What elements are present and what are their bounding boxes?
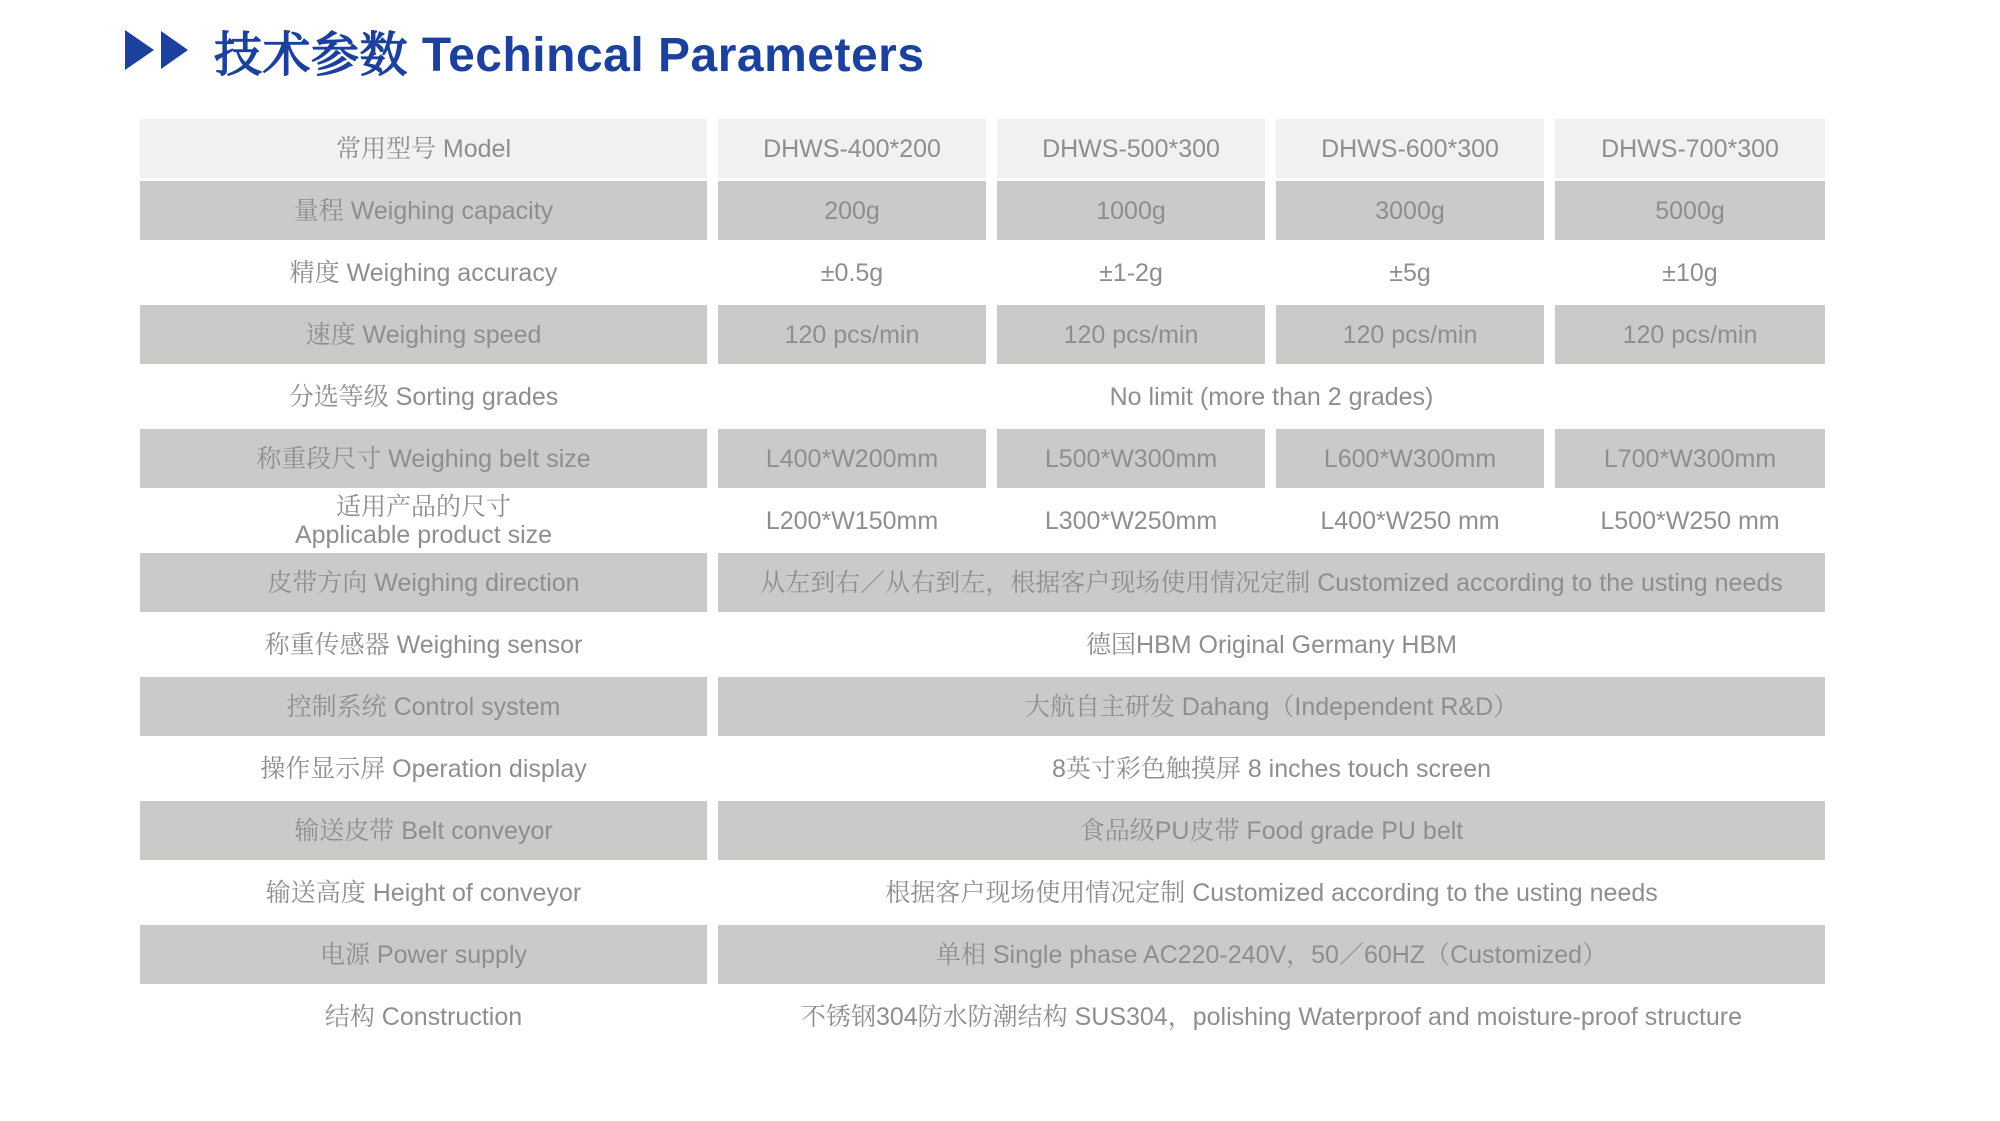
page-title-text: 技术参数 Techincal Parameters: [214, 28, 925, 82]
span-value-cell: 单相 Single phase AC220-240V，50／60HZ（Customized）: [718, 925, 1825, 984]
value-cell: L300*W250mm: [997, 491, 1265, 550]
page-title: [125, 14, 925, 86]
value-cell: 3000g: [1276, 181, 1544, 240]
value-cell: L600*W300mm: [1276, 429, 1544, 488]
span-value-cell: No limit (more than 2 grades): [718, 367, 1825, 426]
row-label-cell: 精度 Weighing accuracy: [140, 243, 707, 302]
span-value-cell: 德国HBM Original Germany HBM: [718, 615, 1825, 674]
row-label-cell: 操作显示屏 Operation display: [140, 739, 707, 798]
row-label-cell: 称重传感器 Weighing sensor: [140, 615, 707, 674]
row-label-cell: 分选等级 Sorting grades: [140, 367, 707, 426]
model-header-cell: DHWS-600*300: [1276, 119, 1544, 178]
span-value-cell: 大航自主研发 Dahang（Independent R&D）: [718, 677, 1825, 736]
row-label-cell: 电源 Power supply: [140, 925, 707, 984]
value-cell: 5000g: [1555, 181, 1825, 240]
right-arrow-icon: [161, 31, 188, 69]
right-arrow-icon: [125, 30, 154, 70]
value-cell: L700*W300mm: [1555, 429, 1825, 488]
value-cell: ±1-2g: [997, 243, 1265, 302]
span-value-cell: 不锈钢304防水防潮结构 SUS304，polishing Waterproof and moisture-proof structure: [718, 987, 1825, 1046]
value-cell: L400*W200mm: [718, 429, 986, 488]
span-value-cell: 根据客户现场使用情况定制 Customized according to the usting needs: [718, 863, 1825, 922]
value-cell: L400*W250 mm: [1276, 491, 1544, 550]
model-header-cell: DHWS-400*200: [718, 119, 986, 178]
value-cell: 120 pcs/min: [1276, 305, 1544, 364]
value-cell: 200g: [718, 181, 986, 240]
row-label-cell: 结构 Construction: [140, 987, 707, 1046]
value-cell: 120 pcs/min: [1555, 305, 1825, 364]
model-header-cell: DHWS-700*300: [1555, 119, 1825, 178]
value-cell: ±5g: [1276, 243, 1544, 302]
value-cell: L500*W250 mm: [1555, 491, 1825, 550]
span-value-cell: 食品级PU皮带 Food grade PU belt: [718, 801, 1825, 860]
row-label-cell: 称重段尺寸 Weighing belt size: [140, 429, 707, 488]
row-label-cell: 皮带方向 Weighing direction: [140, 553, 707, 612]
span-value-cell: 8英寸彩色触摸屏 8 inches touch screen: [718, 739, 1825, 798]
value-cell: 120 pcs/min: [997, 305, 1265, 364]
header-label-cell: 常用型号 Model: [140, 119, 707, 178]
row-label-cell: 速度 Weighing speed: [140, 305, 707, 364]
technical-parameters-table: [140, 119, 1825, 1046]
row-label-cell: 控制系统 Control system: [140, 677, 707, 736]
value-cell: ±10g: [1555, 243, 1825, 302]
value-cell: 120 pcs/min: [718, 305, 986, 364]
row-label-cell: 输送高度 Height of conveyor: [140, 863, 707, 922]
value-cell: 1000g: [997, 181, 1265, 240]
row-label-cell: 适用产品的尺寸 Applicable product size: [140, 491, 707, 550]
value-cell: L500*W300mm: [997, 429, 1265, 488]
span-value-cell: 从左到右／从右到左，根据客户现场使用情况定制 Customized according to the usting needs: [718, 553, 1825, 612]
row-label-cell: 量程 Weighing capacity: [140, 181, 707, 240]
row-label-cell: 输送皮带 Belt conveyor: [140, 801, 707, 860]
value-cell: ±0.5g: [718, 243, 986, 302]
value-cell: L200*W150mm: [718, 491, 986, 550]
model-header-cell: DHWS-500*300: [997, 119, 1265, 178]
